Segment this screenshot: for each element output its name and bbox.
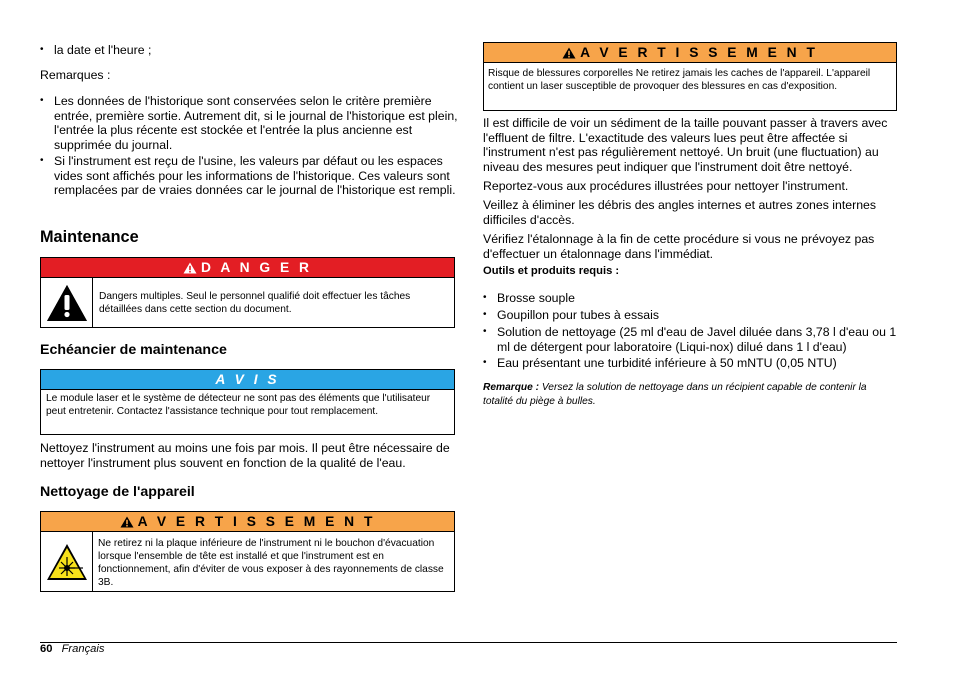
- warning-header: [484, 43, 896, 63]
- exclamation-icon: [41, 278, 93, 327]
- section-heading: Maintenance: [40, 228, 139, 246]
- footer-language: Français: [61, 643, 105, 655]
- list-item: • la date et l'heure ;: [40, 43, 152, 57]
- list-item-text: Goupillon pour tubes à essais: [497, 308, 660, 322]
- paragraph: Vérifiez l'étalonnage à la fin de cette procédure si vous ne prévoyez pas d'effectuer un étalonnage dans l'immédiat.: [483, 232, 875, 261]
- warning-triangle-icon: [183, 262, 197, 274]
- page-number: 60: [40, 643, 53, 655]
- list-item: • Les données de l'historique sont conservées selon le critère première entrée, première sortie. Autrement dit, si le journal de l'historique est plein, l'entrée la plus récente est stockée et l'entrée la plus ancienne est supprimée du journal.: [40, 94, 458, 152]
- warning-label: A V E R T I S S E M E N T: [580, 45, 818, 60]
- list-item-text: Eau présentant une turbidité inférieure à 50 mNTU (0,05 NTU): [497, 356, 837, 370]
- danger-header: [41, 258, 454, 278]
- note-text: Versez la solution de nettoyage dans un récipient capable de contenir la totalité du piège à bulles.: [483, 382, 867, 407]
- paragraph: Il est difficile de voir un sédiment de la taille pouvant passer à travers avec l'effluent de filtre. L'exactitude des valeurs lues peut être affectée si l'instrument n'est pas régulièrement nettoyé. Un bruit (une fluctuation) au niveau des mesures peut indiquer que l'instrument doit être nettoyé.: [483, 116, 888, 174]
- section-heading: Echéancier de maintenance: [40, 342, 227, 358]
- section-heading: Nettoyage de l'appareil: [40, 484, 195, 500]
- warning-triangle-icon: [120, 516, 134, 528]
- footer-divider: [40, 642, 897, 643]
- danger-box: [40, 257, 455, 328]
- list-item-text: Si l'instrument est reçu de l'usine, les valeurs par défaut ou les espaces vides sont affichés pour les informations de l'historique. Ces valeurs sont remplacées par de vraies données car le journal de l'historique est rempli.: [54, 154, 456, 198]
- list-item: • Eau présentant une turbidité inférieure à 50 mNTU (0,05 NTU): [483, 356, 837, 370]
- warning-text: Risque de blessures corporelles Ne retirez jamais les caches de l'appareil. L'appareil contient un laser susceptible de provoquer des blessures en cas d'exposition.: [488, 68, 871, 92]
- danger-text: Dangers multiples. Seul le personnel qualifié doit effectuer les tâches détaillées dans cette section du document.: [99, 291, 411, 315]
- notice-header: [41, 370, 454, 390]
- warning-label: A V E R T I S S E M E N T: [137, 514, 376, 529]
- note-label: Remarque :: [483, 382, 540, 393]
- warning-header: [41, 512, 454, 532]
- paragraph: Nettoyez l'instrument au moins une fois par mois. Il peut être nécessaire de nettoyer l'instrument plus souvent en fonction de la qualité de l'eau.: [40, 441, 450, 470]
- paragraph: Reportez-vous aux procédures illustrées pour nettoyer l'instrument.: [483, 179, 849, 193]
- warning-triangle-icon: [562, 47, 576, 59]
- list-item: • Brosse souple: [483, 291, 575, 305]
- list-item-text: la date et l'heure ;: [54, 43, 152, 57]
- notice-text: Le module laser et le système de détecteur ne sont pas des éléments que l'utilisateur peut entretenir. Contactez l'assistance technique pour tout remplacement.: [46, 393, 431, 417]
- warning-box: [40, 511, 455, 592]
- warning-box: [483, 42, 897, 111]
- list-item: • Solution de nettoyage (25 ml d'eau de Javel diluée dans 3,78 l d'eau ou 1 ml de détergent pour laboratoire (Liqui-nox) dilué dans 1 l d'eau): [483, 325, 897, 354]
- list-item-text: Les données de l'historique sont conservées selon le critère première entrée, première sortie. Autrement dit, si le journal de l'historique est plein, l'entrée la plus récente est stockée et l'entrée la plus ancienne est supprimée du journal.: [54, 94, 458, 152]
- list-item-text: Brosse souple: [497, 291, 575, 305]
- footer: [40, 643, 104, 655]
- laser-warning-icon: [41, 532, 93, 591]
- tools-heading: Outils et produits requis :: [483, 265, 620, 277]
- notice-label: A V I S: [215, 372, 280, 387]
- notice-box: [40, 369, 455, 435]
- remarques-label: Remarques :: [40, 68, 111, 82]
- warning-text: Ne retirez ni la plaque inférieure de l'instrument ni le bouchon d'évacuation lorsque l'ensemble de tête est installé et que l'instrument est en fonctionnement, afin d'éviter de vous exposer à des rayonnements de classe 3B.: [98, 538, 444, 588]
- note: [483, 381, 897, 409]
- list-item-text: Solution de nettoyage (25 ml d'eau de Javel diluée dans 3,78 l d'eau ou 1 ml de détergent pour laboratoire (Liqui-nox) dilué dans 1 l d'eau): [497, 325, 897, 354]
- paragraph: Veillez à éliminer les débris des angles internes et autres zones internes difficiles d'accès.: [483, 198, 877, 227]
- list-item: • Goupillon pour tubes à essais: [483, 308, 660, 322]
- danger-label: D A N G E R: [201, 260, 312, 275]
- list-item: • Si l'instrument est reçu de l'usine, les valeurs par défaut ou les espaces vides sont affichés pour les informations de l'historique. Ces valeurs sont remplacées par de vraies données car le journal de l'historique est rempli.: [40, 154, 456, 198]
